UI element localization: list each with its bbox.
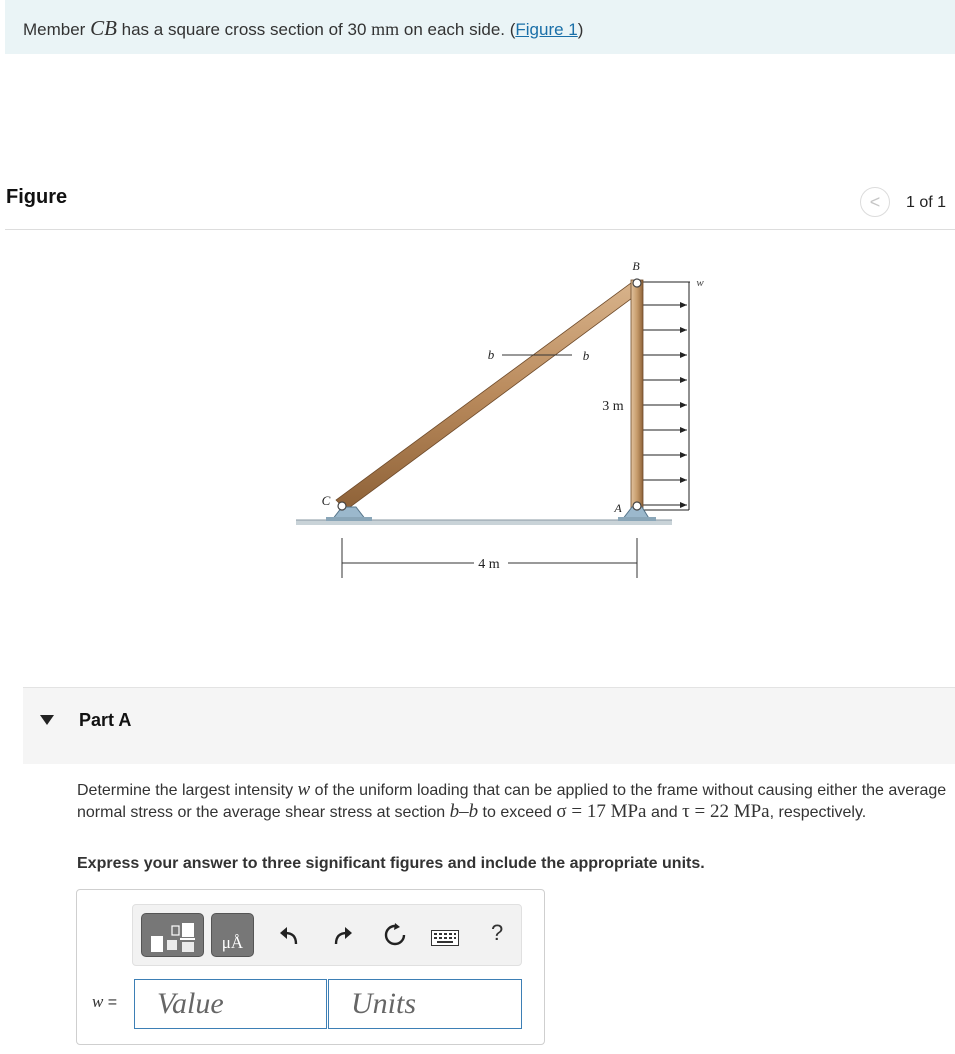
part-a-header[interactable] (23, 687, 955, 764)
units-input[interactable] (328, 979, 522, 1029)
collapse-triangle-icon[interactable] (40, 715, 54, 725)
problem-statement (23, 16, 583, 41)
label-b-point: B (632, 259, 640, 273)
tau-limit: τ = 22 MPa (682, 801, 770, 822)
question-text-part: and (646, 804, 683, 821)
help-button[interactable]: ? (491, 920, 504, 945)
answer-box (76, 889, 545, 1045)
problem-text-part: Member (23, 20, 91, 39)
units-button[interactable]: μÅ (211, 913, 254, 957)
reset-icon[interactable] (383, 923, 407, 947)
problem-text-part: on each side. ( (399, 20, 516, 39)
equals-sign: = (103, 994, 118, 1011)
figure-page-counter: 1 of 1 (906, 194, 947, 211)
figure-link[interactable]: Figure 1 (515, 20, 578, 39)
keyboard-icon[interactable] (431, 930, 459, 946)
part-title: Part A (79, 710, 132, 730)
variable-w: w (297, 779, 311, 800)
previous-figure-button[interactable] (860, 187, 890, 217)
question-text-part: to exceed (478, 804, 557, 821)
figure-heading: Figure (6, 186, 68, 208)
question-text-part: , respectively. (769, 804, 867, 821)
templates-button[interactable] (141, 913, 204, 957)
label-w: w (696, 277, 704, 289)
answer-variable: w (92, 992, 104, 1011)
label-section-b-left: b (487, 347, 495, 362)
distributed-load (643, 282, 690, 510)
label-a: A (614, 501, 622, 515)
sigma-limit: σ = 17 MPa (556, 801, 647, 822)
divider (5, 229, 955, 230)
question-text-part: of the uniform loading that can be applied to the frame without causing either the average normal stress or the average shear stress at section (77, 782, 947, 821)
label-c: C (321, 493, 331, 508)
templates-icon (142, 914, 205, 958)
label-height: 3 m (602, 399, 624, 414)
answer-variable-label (92, 992, 117, 1012)
undo-icon[interactable] (278, 925, 300, 947)
section-label: b–b (449, 801, 479, 822)
problem-text-part: has a square cross section of 30 (116, 20, 372, 39)
value-input[interactable] (134, 979, 327, 1029)
frame-diagram (290, 250, 704, 590)
answer-instruction: Express your answer to three significant figures and include the appropriate units. (77, 855, 705, 872)
member-cb (336, 280, 643, 510)
equation-toolbar (132, 904, 522, 966)
question-text (77, 779, 955, 823)
unit-mm: mm (371, 19, 400, 39)
member-name: CB (90, 16, 117, 40)
member-ab (631, 280, 643, 515)
label-span: 4 m (478, 557, 500, 572)
redo-icon[interactable] (332, 925, 354, 947)
label-section-b-right: b (582, 348, 590, 363)
problem-statement-banner (5, 0, 955, 54)
problem-text-part: ) (577, 20, 584, 39)
pin-b (633, 279, 641, 287)
chevron-left-icon: < (869, 191, 881, 212)
question-text-part: Determine the largest intensity (77, 782, 298, 799)
